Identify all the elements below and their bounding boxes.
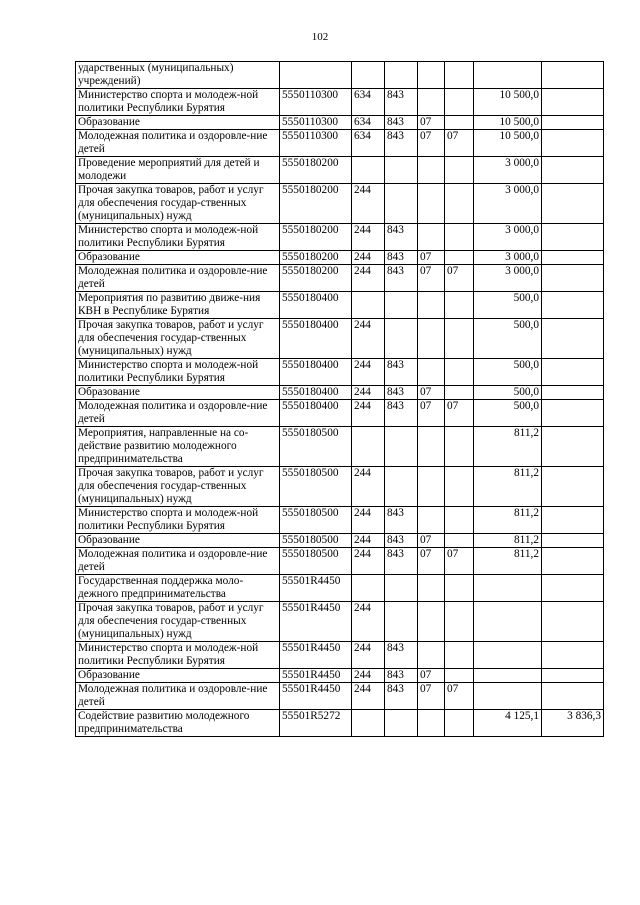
ministry-code-cell: 843 — [385, 669, 418, 683]
table-row — [76, 427, 604, 467]
expense-type-cell: 244 — [352, 683, 385, 710]
row-name-cell: Содействие развитию молодежного предпринимательства — [76, 710, 280, 737]
amount-second-cell — [542, 359, 604, 386]
amount-second-cell — [542, 575, 604, 602]
amount-cell: 3 000,0 — [474, 224, 542, 251]
target-article-cell: 5550180400 — [280, 386, 352, 400]
amount-second-cell — [542, 669, 604, 683]
row-name-cell: Министерство спорта и молодеж-ной политики Республики Бурятия — [76, 507, 280, 534]
subsection-cell: 07 — [445, 130, 474, 157]
ministry-code-cell: 843 — [385, 359, 418, 386]
row-name-cell: Государственная поддержка моло-дежного предпринимательства — [76, 575, 280, 602]
amount-cell — [474, 683, 542, 710]
expense-type-cell: 244 — [352, 265, 385, 292]
section-cell — [418, 575, 445, 602]
row-name-cell: Прочая закупка товаров, работ и услуг для обеспечения государ-ственных (муниципальных) нужд — [76, 319, 280, 359]
ministry-code-cell — [385, 602, 418, 642]
target-article-cell: 5550180200 — [280, 251, 352, 265]
row-name-cell: Мероприятия по развитию движе-ния КВН в Республике Бурятия — [76, 292, 280, 319]
amount-second-cell — [542, 116, 604, 130]
section-cell: 07 — [418, 116, 445, 130]
section-cell — [418, 427, 445, 467]
target-article-cell: 5550180200 — [280, 265, 352, 292]
section-cell — [418, 292, 445, 319]
subsection-cell — [445, 89, 474, 116]
table-row — [76, 710, 604, 737]
row-name-cell: Прочая закупка товаров, работ и услуг для обеспечения государ-ственных (муниципальных) нужд — [76, 602, 280, 642]
table-row — [76, 251, 604, 265]
amount-cell: 3 000,0 — [474, 251, 542, 265]
target-article-cell — [280, 62, 352, 89]
target-article-cell: 55501R4450 — [280, 669, 352, 683]
ministry-code-cell — [385, 292, 418, 319]
target-article-cell: 5550110300 — [280, 130, 352, 157]
ministry-code-cell — [385, 319, 418, 359]
row-name-cell: Министерство спорта и молодеж-ной политики Республики Бурятия — [76, 359, 280, 386]
expense-type-cell: 244 — [352, 548, 385, 575]
amount-cell: 811,2 — [474, 507, 542, 534]
section-cell — [418, 224, 445, 251]
subsection-cell — [445, 642, 474, 669]
expense-type-cell: 244 — [352, 224, 385, 251]
amount-second-cell — [542, 130, 604, 157]
section-cell: 07 — [418, 683, 445, 710]
expense-type-cell: 244 — [352, 534, 385, 548]
amount-cell: 500,0 — [474, 359, 542, 386]
expense-type-cell: 244 — [352, 359, 385, 386]
target-article-cell: 5550180200 — [280, 157, 352, 184]
section-cell — [418, 184, 445, 224]
row-name-cell: Образование — [76, 251, 280, 265]
subsection-cell — [445, 224, 474, 251]
ministry-code-cell: 843 — [385, 642, 418, 669]
amount-cell: 500,0 — [474, 319, 542, 359]
row-name-cell: Проведение мероприятий для детей и молодежи — [76, 157, 280, 184]
subsection-cell: 07 — [445, 683, 474, 710]
row-name-cell: Образование — [76, 386, 280, 400]
subsection-cell — [445, 251, 474, 265]
budget-table-body — [76, 62, 604, 737]
target-article-cell: 5550180500 — [280, 467, 352, 507]
target-article-cell: 5550180400 — [280, 319, 352, 359]
row-name-cell: Прочая закупка товаров, работ и услуг для обеспечения государ-ственных (муниципальных) нужд — [76, 184, 280, 224]
amount-cell: 811,2 — [474, 548, 542, 575]
target-article-cell: 5550180500 — [280, 548, 352, 575]
amount-cell: 3 000,0 — [474, 265, 542, 292]
table-row — [76, 548, 604, 575]
subsection-cell — [445, 157, 474, 184]
row-name-cell: Образование — [76, 534, 280, 548]
amount-cell: 3 000,0 — [474, 184, 542, 224]
amount-cell: 500,0 — [474, 386, 542, 400]
expense-type-cell: 244 — [352, 642, 385, 669]
amount-second-cell — [542, 89, 604, 116]
amount-second-cell — [542, 427, 604, 467]
table-row — [76, 157, 604, 184]
amount-cell — [474, 62, 542, 89]
section-cell — [418, 89, 445, 116]
row-name-cell: Молодежная политика и оздоровле-ние детей — [76, 265, 280, 292]
target-article-cell: 5550180200 — [280, 224, 352, 251]
amount-second-cell — [542, 534, 604, 548]
budget-table — [75, 61, 604, 737]
table-row — [76, 575, 604, 602]
row-name-cell: Министерство спорта и молодеж-ной политики Республики Бурятия — [76, 224, 280, 251]
expense-type-cell — [352, 292, 385, 319]
ministry-code-cell: 843 — [385, 89, 418, 116]
amount-second-cell — [542, 642, 604, 669]
subsection-cell — [445, 427, 474, 467]
amount-cell — [474, 575, 542, 602]
target-article-cell: 55501R4450 — [280, 575, 352, 602]
amount-second-cell — [542, 265, 604, 292]
target-article-cell: 5550110300 — [280, 89, 352, 116]
ministry-code-cell: 843 — [385, 386, 418, 400]
amount-second-cell: 3 836,3 — [542, 710, 604, 737]
section-cell: 07 — [418, 534, 445, 548]
ministry-code-cell — [385, 710, 418, 737]
expense-type-cell: 634 — [352, 89, 385, 116]
target-article-cell: 5550180500 — [280, 507, 352, 534]
subsection-cell — [445, 386, 474, 400]
row-name-cell: Прочая закупка товаров, работ и услуг для обеспечения государ-ственных (муниципальных) нужд — [76, 467, 280, 507]
subsection-cell — [445, 62, 474, 89]
expense-type-cell: 244 — [352, 386, 385, 400]
subsection-cell — [445, 575, 474, 602]
section-cell — [418, 319, 445, 359]
section-cell — [418, 359, 445, 386]
row-name-cell: Министерство спорта и молодеж-ной политики Республики Бурятия — [76, 642, 280, 669]
section-cell: 07 — [418, 130, 445, 157]
table-row — [76, 400, 604, 427]
ministry-code-cell: 843 — [385, 265, 418, 292]
row-name-cell: Мероприятия, направленные на со-действие развитию молодежного предпринимательства — [76, 427, 280, 467]
ministry-code-cell — [385, 184, 418, 224]
amount-second-cell — [542, 386, 604, 400]
ministry-code-cell: 843 — [385, 116, 418, 130]
table-row — [76, 602, 604, 642]
subsection-cell — [445, 467, 474, 507]
expense-type-cell: 634 — [352, 116, 385, 130]
table-row — [76, 116, 604, 130]
amount-second-cell — [542, 683, 604, 710]
amount-second-cell — [542, 548, 604, 575]
amount-cell: 4 125,1 — [474, 710, 542, 737]
row-name-cell: Молодежная политика и оздоровле-ние детей — [76, 683, 280, 710]
table-row — [76, 292, 604, 319]
table-row — [76, 507, 604, 534]
amount-cell — [474, 642, 542, 669]
ministry-code-cell: 843 — [385, 224, 418, 251]
amount-second-cell — [542, 62, 604, 89]
target-article-cell: 55501R4450 — [280, 602, 352, 642]
expense-type-cell — [352, 157, 385, 184]
expense-type-cell: 244 — [352, 507, 385, 534]
amount-cell — [474, 669, 542, 683]
expense-type-cell: 244 — [352, 319, 385, 359]
section-cell — [418, 710, 445, 737]
section-cell: 07 — [418, 251, 445, 265]
amount-second-cell — [542, 602, 604, 642]
target-article-cell: 55501R5272 — [280, 710, 352, 737]
target-article-cell: 55501R4450 — [280, 642, 352, 669]
section-cell: 07 — [418, 400, 445, 427]
expense-type-cell: 244 — [352, 669, 385, 683]
amount-cell: 10 500,0 — [474, 116, 542, 130]
expense-type-cell: 244 — [352, 602, 385, 642]
subsection-cell: 07 — [445, 548, 474, 575]
row-name-cell: Министерство спорта и молодеж-ной политики Республики Бурятия — [76, 89, 280, 116]
table-row — [76, 89, 604, 116]
table-row — [76, 62, 604, 89]
amount-second-cell — [542, 251, 604, 265]
expense-type-cell — [352, 575, 385, 602]
table-row — [76, 265, 604, 292]
subsection-cell — [445, 184, 474, 224]
amount-cell: 500,0 — [474, 292, 542, 319]
ministry-code-cell: 843 — [385, 400, 418, 427]
amount-cell: 811,2 — [474, 534, 542, 548]
target-article-cell: 5550180400 — [280, 292, 352, 319]
target-article-cell: 5550180400 — [280, 359, 352, 386]
table-row — [76, 683, 604, 710]
section-cell — [418, 642, 445, 669]
target-article-cell: 55501R4450 — [280, 683, 352, 710]
subsection-cell — [445, 507, 474, 534]
table-row — [76, 642, 604, 669]
expense-type-cell: 634 — [352, 130, 385, 157]
section-cell: 07 — [418, 669, 445, 683]
section-cell — [418, 602, 445, 642]
table-row — [76, 386, 604, 400]
target-article-cell: 5550180400 — [280, 400, 352, 427]
table-row — [76, 319, 604, 359]
subsection-cell — [445, 710, 474, 737]
target-article-cell: 5550180200 — [280, 184, 352, 224]
table-row — [76, 467, 604, 507]
expense-type-cell — [352, 62, 385, 89]
row-name-cell: Молодежная политика и оздоровле-ние детей — [76, 400, 280, 427]
row-name-cell: Молодежная политика и оздоровле-ние детей — [76, 130, 280, 157]
subsection-cell — [445, 116, 474, 130]
expense-type-cell — [352, 710, 385, 737]
amount-cell: 3 000,0 — [474, 157, 542, 184]
expense-type-cell: 244 — [352, 184, 385, 224]
table-row — [76, 224, 604, 251]
amount-cell: 10 500,0 — [474, 89, 542, 116]
amount-cell: 811,2 — [474, 427, 542, 467]
target-article-cell: 5550110300 — [280, 116, 352, 130]
amount-second-cell — [542, 507, 604, 534]
expense-type-cell: 244 — [352, 251, 385, 265]
subsection-cell: 07 — [445, 400, 474, 427]
amount-second-cell — [542, 319, 604, 359]
ministry-code-cell — [385, 157, 418, 184]
amount-second-cell — [542, 400, 604, 427]
ministry-code-cell — [385, 467, 418, 507]
table-row — [76, 359, 604, 386]
subsection-cell — [445, 602, 474, 642]
section-cell: 07 — [418, 548, 445, 575]
ministry-code-cell — [385, 62, 418, 89]
expense-type-cell: 244 — [352, 467, 385, 507]
subsection-cell — [445, 319, 474, 359]
section-cell: 07 — [418, 265, 445, 292]
section-cell — [418, 157, 445, 184]
subsection-cell — [445, 669, 474, 683]
ministry-code-cell: 843 — [385, 251, 418, 265]
row-name-cell: ударственных (муниципальных) учреждений) — [76, 62, 280, 89]
row-name-cell: Молодежная политика и оздоровле-ние детей — [76, 548, 280, 575]
amount-second-cell — [542, 292, 604, 319]
row-name-cell: Образование — [76, 116, 280, 130]
table-row — [76, 184, 604, 224]
ministry-code-cell: 843 — [385, 507, 418, 534]
section-cell — [418, 62, 445, 89]
amount-second-cell — [542, 184, 604, 224]
section-cell — [418, 467, 445, 507]
expense-type-cell: 244 — [352, 400, 385, 427]
table-row — [76, 534, 604, 548]
subsection-cell: 07 — [445, 265, 474, 292]
amount-cell — [474, 602, 542, 642]
row-name-cell: Образование — [76, 669, 280, 683]
subsection-cell — [445, 359, 474, 386]
section-cell: 07 — [418, 386, 445, 400]
amount-cell: 500,0 — [474, 400, 542, 427]
section-cell — [418, 507, 445, 534]
ministry-code-cell: 843 — [385, 534, 418, 548]
ministry-code-cell — [385, 575, 418, 602]
ministry-code-cell: 843 — [385, 548, 418, 575]
ministry-code-cell: 843 — [385, 683, 418, 710]
subsection-cell — [445, 534, 474, 548]
amount-cell: 10 500,0 — [474, 130, 542, 157]
amount-second-cell — [542, 157, 604, 184]
amount-cell: 811,2 — [474, 467, 542, 507]
amount-second-cell — [542, 224, 604, 251]
ministry-code-cell: 843 — [385, 130, 418, 157]
page-number: 102 — [311, 31, 329, 43]
subsection-cell — [445, 292, 474, 319]
table-row — [76, 130, 604, 157]
target-article-cell: 5550180500 — [280, 534, 352, 548]
expense-type-cell — [352, 427, 385, 467]
amount-second-cell — [542, 467, 604, 507]
target-article-cell: 5550180500 — [280, 427, 352, 467]
table-row — [76, 669, 604, 683]
ministry-code-cell — [385, 427, 418, 467]
